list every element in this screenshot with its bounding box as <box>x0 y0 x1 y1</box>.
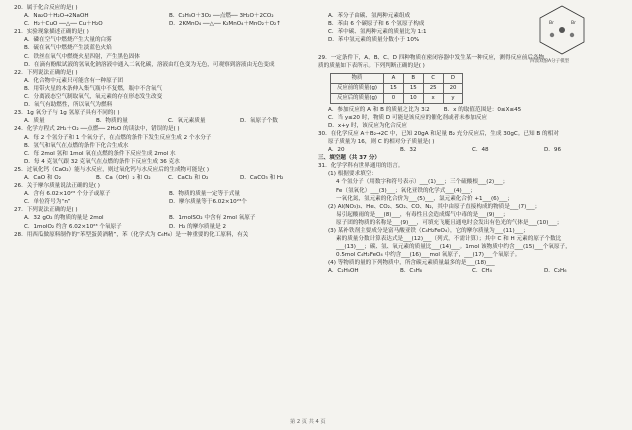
line-text: (2) Al(NO₃)₃、He、CO₂、SO₂、CO、N₂，其中由原子直接构成的物质是___(7)___； <box>328 203 541 210</box>
option-row <box>318 267 626 275</box>
option-line <box>318 203 626 211</box>
line-text: A．参加反应的 A 和 B 的质量之比为 3∶2 <box>328 106 430 113</box>
line-text: D．在滴有酚酞试液的氢氧化钠溶液中通入二氧化碳，溶液由红色变为无色，可观察到溶液由无色变成 <box>24 61 275 68</box>
answer-option: A．20 <box>328 147 345 154</box>
option-line <box>318 211 626 219</box>
question-stem <box>14 109 314 117</box>
diagram-caption: 四溴双酚A分子模型 <box>530 59 570 64</box>
option-line <box>14 85 314 93</box>
question-stem <box>14 28 314 36</box>
option-line <box>14 93 314 101</box>
question-stem <box>318 162 626 170</box>
option-line <box>14 53 314 61</box>
option-line <box>318 20 518 28</box>
line-text: 22．下列说法正确的是( ) <box>14 69 78 76</box>
option-line <box>318 178 626 186</box>
line-text: 素的质量分数计算表达式是___(12)___（列式，不需计算）；其中 C 和 H 元素的原子个数比 <box>336 236 562 243</box>
line-text: C．铁丝在氧气中燃烧火星四射，产生黑色固体 <box>24 53 140 60</box>
line-text: 0.5mol C₄H₂FeO₄ 中约含___(16)___mol 氧原子，___(17)___个氧原子。 <box>336 252 521 259</box>
atom-icon <box>570 33 574 37</box>
option-line <box>14 101 314 109</box>
question-stem <box>14 4 314 12</box>
question-stem <box>14 69 314 77</box>
table-cell: 0 <box>383 93 403 103</box>
line-text: 三、填空题（共 37 分） <box>318 155 381 162</box>
questions-29-31 <box>318 106 626 276</box>
answer-option: C．氧元素质量 <box>168 118 206 125</box>
answer-option: C．48 <box>472 147 489 154</box>
answer-option: D．2KMnO₄ ──△── K₂MnO₄＋MnO₂＋O₂↑ <box>169 21 281 28</box>
table-header-cell: C <box>423 73 443 83</box>
answer-option: A．Na₂O＋H₂O→2NaOH <box>24 13 89 20</box>
line-text: 23．1g 氧分子与 1g 氢原子具有不同的( ) <box>14 110 120 117</box>
option-line <box>318 114 626 122</box>
table-cell: 15 <box>383 83 403 93</box>
answer-option: B．物质的质量一定等于式量 <box>169 191 240 198</box>
option-line <box>318 235 626 243</box>
answer-option: B．C₂H₅O＋3O₂ ──点燃── 3H₂O＋2CO₂ <box>169 13 274 20</box>
question-28-options <box>318 12 518 44</box>
option-line <box>14 61 314 69</box>
page-footer: 第 2 页 共 4 页 <box>290 419 326 425</box>
left-column <box>14 4 314 239</box>
answer-option: B．x 的取值范围是：0≤X≤45 <box>443 106 522 113</box>
option-row <box>318 146 626 154</box>
answer-option: C．单位符号为“n” <box>24 199 71 206</box>
answer-option: C．CH₄ <box>472 268 492 275</box>
line-text: 29．一定条件下，A、B、C、D 四种物质在密闭容器中发生某一种反应，测得反应前后各物 <box>318 55 545 62</box>
line-text: Fe（氢氧化）___(3)___；氧化亚铁的化学式___(4)___； <box>336 187 476 194</box>
table-cell: 反应后的质量(g) <box>331 93 384 103</box>
option-line <box>14 158 314 166</box>
table-header-cell: D <box>443 73 463 83</box>
table-cell: 25 <box>423 83 443 93</box>
line-text: C．每 2mol 氢和 1mol 氧在点燃的条件下反应生成 2mol 水 <box>24 150 176 157</box>
option-line <box>318 219 626 227</box>
line-text: 24．化学方程式 2H₂＋O₂ ──点燃── 2H₂O 的读法中，错误的是( ) <box>14 126 180 133</box>
line-text: 31．化学学科有世界通用的语言。 <box>318 163 404 170</box>
option-row <box>14 223 314 231</box>
answer-option: A．含有 6.02×10²³ 个分子或原子 <box>24 191 111 198</box>
option-line <box>318 36 518 44</box>
line-text: D．苯中氢元素的质量分数小于 10% <box>328 37 420 44</box>
option-row <box>14 12 314 20</box>
line-text: A．每 2 个氢分子和 1 个氧分子，在点燃的条件下发生反应生成 2 个水分子 <box>24 134 212 141</box>
option-line <box>14 150 314 158</box>
line-text: 原子质量为 16，则 C 的相对分子质量是( ) <box>328 138 435 145</box>
hexagon-label: Br <box>549 21 554 26</box>
option-line <box>14 134 314 142</box>
line-text: 27．下列说法正确的是( ) <box>14 207 78 214</box>
answer-option: D．氧原子个数 <box>240 118 278 125</box>
question-stem <box>14 231 314 239</box>
table-cell: x <box>423 93 443 103</box>
option-row <box>14 198 314 206</box>
option-line <box>318 187 626 195</box>
table-cell: 20 <box>443 83 463 93</box>
table-row <box>331 83 463 93</box>
line-text: C．分离液态空气制取氧气，氧元素的存在形态发生改变 <box>24 94 163 101</box>
line-text: 28．用西瓜做原料制作的“苯型蛋黄酒精”，苯（化学式为 C₆H₆）是一种重要的化工原料，有关 <box>14 231 249 238</box>
line-text: (3) 某补铁剂主要成分是富马酸亚铁（C₄H₂FeO₄），它的摩尔质量为___(11)___； <box>328 227 529 234</box>
line-text: (4) 等物质的量的下列物质中，所含碳元素质量最多的是___(18)___ <box>328 260 495 267</box>
answer-option: C．1molO₂ 约含 6.02×10²³ 个氧原子 <box>24 223 122 230</box>
benzene-molecule-diagram <box>522 2 602 64</box>
answer-option: D．96 <box>544 147 562 154</box>
option-line <box>318 243 626 251</box>
line-text: C．当 y≤20 时，物质 D 可能是该反应的催化剂或者未参加反应 <box>328 114 488 121</box>
answer-option: B．1molSO₂ 中含有 2mol 氧原子 <box>169 215 256 222</box>
line-text: D．氧气有助燃性，所以氧气为燃料 <box>24 102 113 109</box>
mass-table <box>330 73 463 104</box>
line-text: 4 个氢分子（用数字和符号表示）___(1)___；三个硫酸根___(2)___； <box>336 179 509 186</box>
line-text: 易引起酸雨的是___(8)___，有毒性且会造成煤气中毒的是___(9)___； <box>336 211 509 218</box>
line-text: 质的质量如下表所示。下列判断正确的是( ) <box>318 63 425 70</box>
option-line <box>318 106 626 114</box>
question-stem <box>318 130 626 138</box>
option-row <box>14 214 314 222</box>
option-row <box>14 117 314 125</box>
option-line <box>318 251 626 259</box>
line-text: 30．在化学反应 A＋B₂→2C 中，已知 20gA 和足量 B₂ 充分反应后，生成 30gC。已知 B 的相对 <box>318 130 559 137</box>
answer-option: D．C₂H₆ <box>544 268 567 275</box>
option-line <box>318 12 518 20</box>
question-stem <box>14 182 314 190</box>
option-line <box>14 44 314 52</box>
question-stem <box>14 206 314 214</box>
line-text: B．苯由 6 个碳原子和 6 个氢原子构成 <box>328 21 425 28</box>
option-row <box>14 174 314 182</box>
answer-option: D．CaCO₃ 和 H₂ <box>240 174 284 181</box>
answer-option: A．C₂H₅OH <box>328 268 359 275</box>
line-text: C．苯中碳、氢两种元素的质量比为 1:1 <box>328 29 427 36</box>
answer-option: D．摩尔质量等于6.02×10²³个 <box>169 199 247 206</box>
option-line <box>318 227 626 235</box>
line-text: D．x+y 时，该反应为化合反应 <box>328 122 407 129</box>
answer-option: B．Ca（OH）₂ 和 O₂ <box>96 174 151 181</box>
line-text: D．每 4 克氢气跟 32 克氧气在点燃的条件下反应生成 36 克水 <box>24 158 180 165</box>
table-header-cell: 物质 <box>331 73 384 83</box>
answer-option: B．物质的量 <box>96 118 128 125</box>
line-text: 21．实验现象描述正确的是( ) <box>14 29 89 36</box>
answer-option: A．质量 <box>24 118 45 125</box>
table-header-cell: B <box>403 73 423 83</box>
table-cell: 15 <box>403 83 423 93</box>
line-text: B．用带火星的木条伸入集气瓶中不复燃，瓶中不含氧气 <box>24 85 163 92</box>
section-heading <box>318 154 626 162</box>
atom-icon <box>550 33 554 37</box>
option-line <box>318 122 626 130</box>
option-line <box>14 36 314 44</box>
option-line <box>14 77 314 85</box>
answer-option: B．32 <box>400 147 417 154</box>
table-header-cell: A <box>383 73 403 83</box>
option-row <box>14 190 314 198</box>
answer-option: A．CaO 和 O₂ <box>24 174 61 181</box>
line-text: A．苯分子由碳、氢两种元素组成 <box>328 13 411 19</box>
line-text: A．化合物中元素只可能含有一种原子团 <box>24 77 123 84</box>
question-stem <box>14 125 314 133</box>
answer-option: B．C₃H₈ <box>400 268 423 275</box>
table-row <box>331 93 463 103</box>
line-text: 25．过氧化钙（CaO₂）能与水反应，则过氧化钙与水反应后的生成物可能是( ) <box>14 166 210 173</box>
answer-option: D．H₂ 的摩尔质量是 2 <box>169 223 227 230</box>
answer-option: A．32 gO₂ 的物质的量是 2mol <box>24 215 104 222</box>
option-line <box>318 259 626 267</box>
table-cell: y <box>443 93 463 103</box>
line-text: 26．关于摩尔质量说法正确的是( ) <box>14 183 100 190</box>
table-header-row <box>331 73 463 83</box>
answer-option: C．H₂＋CuO ──△── Cu＋H₂O <box>24 21 103 28</box>
line-text: B．硫在氧气中燃烧产生淡蓝色火焰 <box>24 45 112 52</box>
hexagon-label: Br <box>571 21 576 26</box>
line-text: (1) 根据要求填空： <box>328 171 377 178</box>
option-row <box>14 20 314 28</box>
option-line <box>14 142 314 150</box>
question-stem <box>14 166 314 174</box>
line-text: A．磷在空气中燃烧产生大量的白雾 <box>24 37 112 44</box>
option-line <box>318 138 626 146</box>
answer-option: C．CaCl₂ 和 O₂ <box>168 174 209 181</box>
line-text: 一氧化氮，氢元素的化合价为___(5)___，氯元素化合价 +1___(6)___； <box>336 195 513 202</box>
table-cell: 10 <box>403 93 423 103</box>
option-line <box>318 170 626 178</box>
option-line <box>318 195 626 203</box>
line-text: B．氢气和氧气在点燃的条件下化合生成水 <box>24 142 129 149</box>
atom-icon <box>559 27 565 33</box>
line-text: 20．属于化合反应的是( ) <box>14 5 78 11</box>
line-text: ___(13)___；碳、氢、氧元素的质量比___(14)___。1mol 该物质中约含___(15)___个氧原子， <box>336 244 571 251</box>
option-line <box>318 28 518 36</box>
table-cell: 反应前的质量(g) <box>331 83 384 93</box>
line-text: 原子团的物质的名称是___(9)___，可填充飞艇且通电时会发出有色光的气体是___(10)___； <box>336 219 563 226</box>
